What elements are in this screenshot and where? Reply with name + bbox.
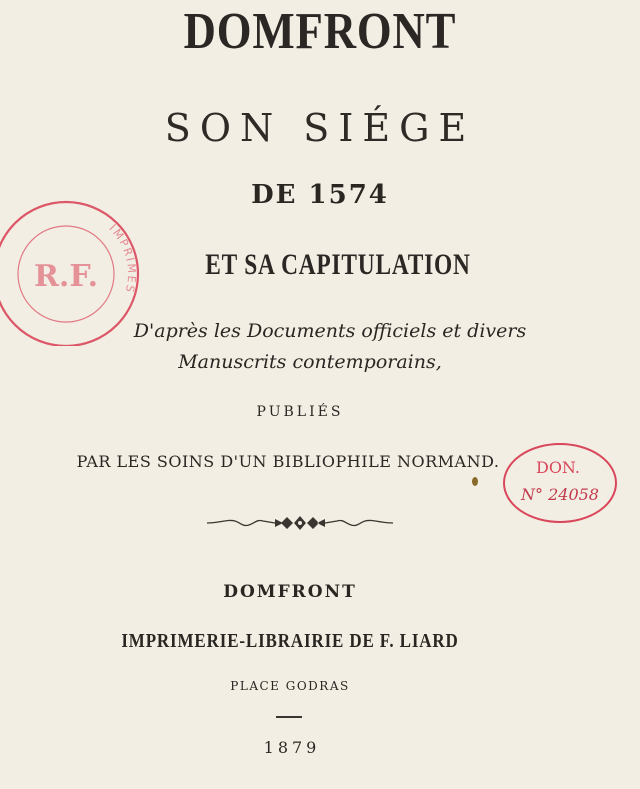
capitulation-heading: ET SA CAPITULATION — [205, 248, 471, 281]
stamp-number: N° 24058 — [521, 485, 599, 504]
short-rule — [276, 716, 302, 718]
library-stamp — [0, 196, 150, 346]
book-subtitle: SON SIÉGE — [164, 106, 476, 150]
description-line-1: D'après les Documents officiels et divers — [133, 320, 527, 342]
editor-line: PAR LES SOINS D'UN BIBLIOPHILE NORMAND. — [76, 452, 500, 471]
donation-stamp — [500, 440, 620, 526]
description-line-2: Manuscrits contemporains, — [178, 351, 442, 373]
publies-label: PUBLIÉS — [256, 404, 344, 420]
siege-year: DE 1574 — [251, 180, 389, 210]
stamp-ring-text: IMPRIMÉS — [106, 221, 139, 296]
stamp-don-label: DON. — [535, 458, 581, 477]
printer-address: PLACE GODRAS — [230, 679, 350, 693]
ink-spot — [472, 477, 478, 486]
publication-year: 1879 — [263, 738, 321, 757]
stamp-center-text: R.F. — [33, 259, 99, 294]
publication-place: DOMFRONT — [223, 582, 357, 602]
printer-name: IMPRIMERIE-LIBRAIRIE DE F. LIARD — [121, 630, 459, 652]
book-title: DOMFRONT — [183, 3, 457, 60]
ornament-divider — [205, 511, 395, 533]
